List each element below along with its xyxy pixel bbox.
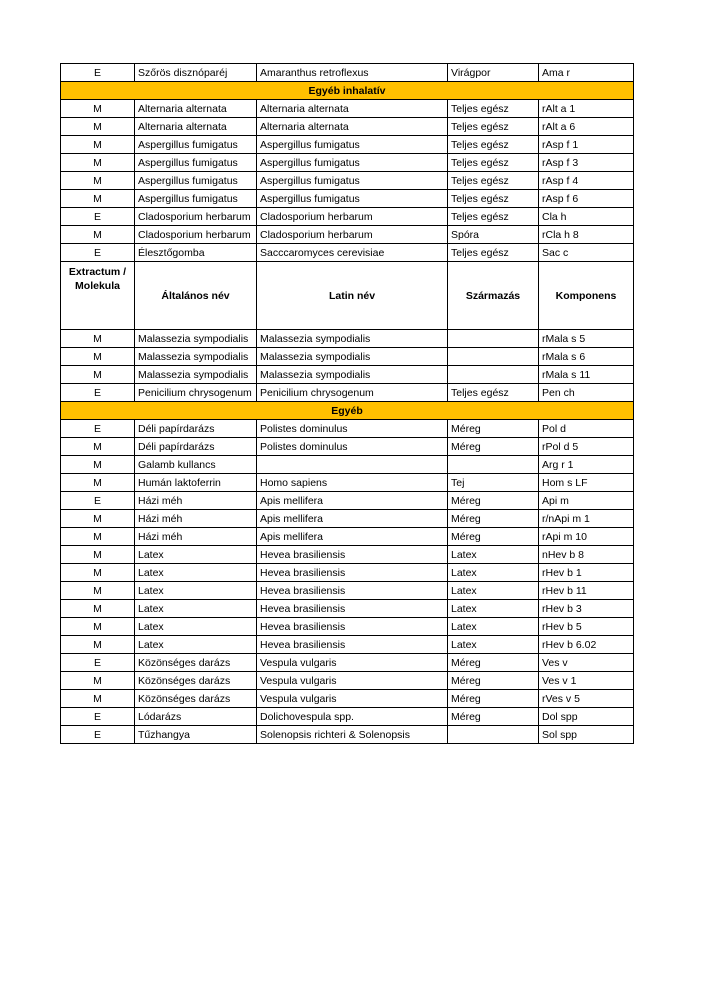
cell-komponens: rMala s 5 (539, 330, 634, 348)
cell-latin-nev: Solenopsis richteri & Solenopsis (257, 726, 448, 744)
table-row (61, 726, 634, 744)
cell-altalanos-nev: Alternaria alternata (135, 118, 257, 136)
cell-szarmazas: Méreg (448, 654, 539, 672)
cell-altalanos-nev: Szőrös disznóparéj (135, 64, 257, 82)
cell-szarmazas (448, 330, 539, 348)
cell-extractum-molekula: M (61, 438, 135, 456)
cell-szarmazas (448, 456, 539, 474)
cell-extractum-molekula: E (61, 492, 135, 510)
cell-szarmazas: Teljes egész (448, 384, 539, 402)
cell-szarmazas: Tej (448, 474, 539, 492)
column-header-altalanos-nev: Általános név (135, 262, 257, 330)
section-title: Egyéb (61, 402, 634, 420)
cell-komponens: rCla h 8 (539, 226, 634, 244)
cell-szarmazas: Latex (448, 636, 539, 654)
cell-komponens: rVes v 5 (539, 690, 634, 708)
cell-komponens: rHev b 5 (539, 618, 634, 636)
cell-latin-nev: Cladosporium herbarum (257, 226, 448, 244)
allergen-table (60, 63, 634, 744)
cell-altalanos-nev: Aspergillus fumigatus (135, 172, 257, 190)
cell-szarmazas: Teljes egész (448, 118, 539, 136)
cell-komponens: rAsp f 3 (539, 154, 634, 172)
cell-extractum-molekula: M (61, 136, 135, 154)
cell-komponens: Ves v (539, 654, 634, 672)
cell-altalanos-nev: Közönséges darázs (135, 654, 257, 672)
cell-szarmazas: Méreg (448, 528, 539, 546)
table-row (61, 172, 634, 190)
cell-extractum-molekula: M (61, 190, 135, 208)
table-row (61, 208, 634, 226)
cell-altalanos-nev: Házi méh (135, 510, 257, 528)
cell-latin-nev: Polistes dominulus (257, 438, 448, 456)
cell-komponens: Ves v 1 (539, 672, 634, 690)
cell-latin-nev: Aspergillus fumigatus (257, 190, 448, 208)
cell-komponens: Sol spp (539, 726, 634, 744)
cell-latin-nev: Hevea brasiliensis (257, 618, 448, 636)
table-row (61, 672, 634, 690)
cell-latin-nev: Cladosporium herbarum (257, 208, 448, 226)
cell-szarmazas: Méreg (448, 510, 539, 528)
cell-extractum-molekula: M (61, 618, 135, 636)
cell-komponens: Arg r 1 (539, 456, 634, 474)
cell-extractum-molekula: M (61, 582, 135, 600)
cell-altalanos-nev: Latex (135, 618, 257, 636)
cell-extractum-molekula: E (61, 244, 135, 262)
cell-extractum-molekula: M (61, 100, 135, 118)
cell-altalanos-nev: Cladosporium herbarum (135, 226, 257, 244)
table-body (61, 64, 634, 744)
cell-szarmazas: Virágpor (448, 64, 539, 82)
cell-szarmazas: Méreg (448, 492, 539, 510)
cell-szarmazas: Teljes egész (448, 136, 539, 154)
cell-extractum-molekula: E (61, 384, 135, 402)
cell-latin-nev: Vespula vulgaris (257, 690, 448, 708)
cell-altalanos-nev: Latex (135, 636, 257, 654)
cell-extractum-molekula: M (61, 226, 135, 244)
cell-latin-nev: Hevea brasiliensis (257, 600, 448, 618)
cell-extractum-molekula: M (61, 636, 135, 654)
cell-extractum-molekula: M (61, 690, 135, 708)
cell-extractum-molekula: M (61, 330, 135, 348)
cell-komponens: rAlt a 6 (539, 118, 634, 136)
table-row (61, 438, 634, 456)
cell-latin-nev: Aspergillus fumigatus (257, 154, 448, 172)
cell-komponens: rApi m 10 (539, 528, 634, 546)
table-row (61, 244, 634, 262)
cell-altalanos-nev: Cladosporium herbarum (135, 208, 257, 226)
cell-extractum-molekula: M (61, 172, 135, 190)
cell-altalanos-nev: Latex (135, 600, 257, 618)
column-header-row (61, 262, 634, 330)
table-row (61, 654, 634, 672)
cell-extractum-molekula: E (61, 726, 135, 744)
table-row (61, 384, 634, 402)
cell-komponens: rHev b 11 (539, 582, 634, 600)
cell-latin-nev: Aspergillus fumigatus (257, 172, 448, 190)
cell-komponens: rHev b 1 (539, 564, 634, 582)
cell-altalanos-nev: Alternaria alternata (135, 100, 257, 118)
cell-altalanos-nev: Tűzhangya (135, 726, 257, 744)
cell-szarmazas (448, 726, 539, 744)
table-row (61, 600, 634, 618)
cell-extractum-molekula: E (61, 64, 135, 82)
cell-szarmazas (448, 348, 539, 366)
cell-altalanos-nev: Aspergillus fumigatus (135, 190, 257, 208)
cell-komponens: Dol spp (539, 708, 634, 726)
cell-komponens: Pol d (539, 420, 634, 438)
cell-komponens: rMala s 11 (539, 366, 634, 384)
cell-latin-nev: Hevea brasiliensis (257, 582, 448, 600)
column-header-extractum-molekula: Extractum / Molekula (61, 262, 135, 330)
cell-szarmazas: Méreg (448, 672, 539, 690)
cell-latin-nev: Malassezia sympodialis (257, 366, 448, 384)
table-row (61, 690, 634, 708)
cell-altalanos-nev: Déli papírdarázs (135, 438, 257, 456)
table-row (61, 154, 634, 172)
cell-latin-nev (257, 456, 448, 474)
table-row (61, 708, 634, 726)
cell-latin-nev: Hevea brasiliensis (257, 564, 448, 582)
cell-komponens: rHev b 6.02 (539, 636, 634, 654)
table-row (61, 618, 634, 636)
cell-latin-nev: Aspergillus fumigatus (257, 136, 448, 154)
cell-szarmazas: Latex (448, 564, 539, 582)
cell-altalanos-nev: Latex (135, 582, 257, 600)
cell-latin-nev: Penicilium chrysogenum (257, 384, 448, 402)
cell-szarmazas: Teljes egész (448, 154, 539, 172)
cell-altalanos-nev: Házi méh (135, 528, 257, 546)
cell-latin-nev: Apis mellifera (257, 510, 448, 528)
cell-altalanos-nev: Házi méh (135, 492, 257, 510)
cell-altalanos-nev: Közönséges darázs (135, 672, 257, 690)
cell-komponens: Api m (539, 492, 634, 510)
section-header-row (61, 402, 634, 420)
table-row (61, 528, 634, 546)
cell-szarmazas: Spóra (448, 226, 539, 244)
cell-extractum-molekula: M (61, 154, 135, 172)
cell-extractum-molekula: M (61, 474, 135, 492)
table-row (61, 64, 634, 82)
cell-extractum-molekula: E (61, 654, 135, 672)
table-row (61, 492, 634, 510)
cell-extractum-molekula: M (61, 456, 135, 474)
cell-altalanos-nev: Aspergillus fumigatus (135, 154, 257, 172)
cell-komponens: rPol d 5 (539, 438, 634, 456)
cell-extractum-molekula: M (61, 546, 135, 564)
cell-altalanos-nev: Lódarázs (135, 708, 257, 726)
cell-latin-nev: Apis mellifera (257, 528, 448, 546)
cell-komponens: rAsp f 4 (539, 172, 634, 190)
cell-altalanos-nev: Déli papírdarázs (135, 420, 257, 438)
cell-altalanos-nev: Humán laktoferrin (135, 474, 257, 492)
cell-szarmazas: Latex (448, 600, 539, 618)
cell-latin-nev: Vespula vulgaris (257, 672, 448, 690)
table-row (61, 100, 634, 118)
cell-komponens: rAsp f 1 (539, 136, 634, 154)
cell-extractum-molekula: M (61, 366, 135, 384)
cell-latin-nev: Hevea brasiliensis (257, 546, 448, 564)
table-row (61, 582, 634, 600)
cell-komponens: Cla h (539, 208, 634, 226)
cell-szarmazas: Méreg (448, 690, 539, 708)
cell-altalanos-nev: Malassezia sympodialis (135, 366, 257, 384)
cell-extractum-molekula: M (61, 118, 135, 136)
table-row (61, 420, 634, 438)
cell-szarmazas: Latex (448, 546, 539, 564)
cell-altalanos-nev: Élesztőgomba (135, 244, 257, 262)
cell-latin-nev: Dolichovespula spp. (257, 708, 448, 726)
cell-latin-nev: Alternaria alternata (257, 118, 448, 136)
cell-szarmazas: Teljes egész (448, 172, 539, 190)
table-row (61, 510, 634, 528)
cell-extractum-molekula: M (61, 528, 135, 546)
cell-latin-nev: Polistes dominulus (257, 420, 448, 438)
cell-latin-nev: Alternaria alternata (257, 100, 448, 118)
table-row (61, 366, 634, 384)
cell-szarmazas: Latex (448, 618, 539, 636)
cell-komponens: nHev b 8 (539, 546, 634, 564)
cell-szarmazas: Teljes egész (448, 208, 539, 226)
cell-szarmazas: Méreg (448, 438, 539, 456)
column-header-szarmazas: Származás (448, 262, 539, 330)
cell-altalanos-nev: Latex (135, 546, 257, 564)
cell-komponens: rAlt a 1 (539, 100, 634, 118)
cell-komponens: rHev b 3 (539, 600, 634, 618)
cell-szarmazas: Teljes egész (448, 244, 539, 262)
cell-szarmazas: Méreg (448, 420, 539, 438)
column-header-latin-nev: Latin név (257, 262, 448, 330)
cell-latin-nev: Amaranthus retroflexus (257, 64, 448, 82)
cell-altalanos-nev: Malassezia sympodialis (135, 330, 257, 348)
cell-extractum-molekula: M (61, 348, 135, 366)
cell-komponens: Hom s LF (539, 474, 634, 492)
cell-latin-nev: Homo sapiens (257, 474, 448, 492)
table-row (61, 330, 634, 348)
cell-komponens: rAsp f 6 (539, 190, 634, 208)
cell-extractum-molekula: M (61, 672, 135, 690)
cell-komponens: Sac c (539, 244, 634, 262)
cell-altalanos-nev: Közönséges darázs (135, 690, 257, 708)
table-row (61, 564, 634, 582)
table-row (61, 546, 634, 564)
table-row (61, 456, 634, 474)
cell-extractum-molekula: E (61, 708, 135, 726)
cell-altalanos-nev: Latex (135, 564, 257, 582)
table-row (61, 136, 634, 154)
cell-komponens: rMala s 6 (539, 348, 634, 366)
table-row (61, 190, 634, 208)
section-header-row (61, 82, 634, 100)
cell-szarmazas: Teljes egész (448, 190, 539, 208)
table-row (61, 226, 634, 244)
cell-szarmazas: Teljes egész (448, 100, 539, 118)
cell-szarmazas: Méreg (448, 708, 539, 726)
cell-latin-nev: Sacccaromyces cerevisiae (257, 244, 448, 262)
table-row (61, 636, 634, 654)
cell-altalanos-nev: Penicilium chrysogenum (135, 384, 257, 402)
cell-szarmazas: Latex (448, 582, 539, 600)
column-header-komponens: Komponens (539, 262, 634, 330)
cell-altalanos-nev: Aspergillus fumigatus (135, 136, 257, 154)
table-row (61, 118, 634, 136)
cell-latin-nev: Malassezia sympodialis (257, 348, 448, 366)
cell-komponens: Ama r (539, 64, 634, 82)
cell-komponens: Pen ch (539, 384, 634, 402)
cell-latin-nev: Hevea brasiliensis (257, 636, 448, 654)
cell-extractum-molekula: E (61, 420, 135, 438)
section-title: Egyéb inhalatív (61, 82, 634, 100)
cell-extractum-molekula: M (61, 564, 135, 582)
cell-latin-nev: Apis mellifera (257, 492, 448, 510)
table-row (61, 348, 634, 366)
cell-extractum-molekula: M (61, 600, 135, 618)
cell-altalanos-nev: Galamb kullancs (135, 456, 257, 474)
cell-altalanos-nev: Malassezia sympodialis (135, 348, 257, 366)
cell-latin-nev: Vespula vulgaris (257, 654, 448, 672)
cell-szarmazas (448, 366, 539, 384)
cell-komponens: r/nApi m 1 (539, 510, 634, 528)
cell-extractum-molekula: M (61, 510, 135, 528)
cell-latin-nev: Malassezia sympodialis (257, 330, 448, 348)
cell-extractum-molekula: E (61, 208, 135, 226)
table-row (61, 474, 634, 492)
